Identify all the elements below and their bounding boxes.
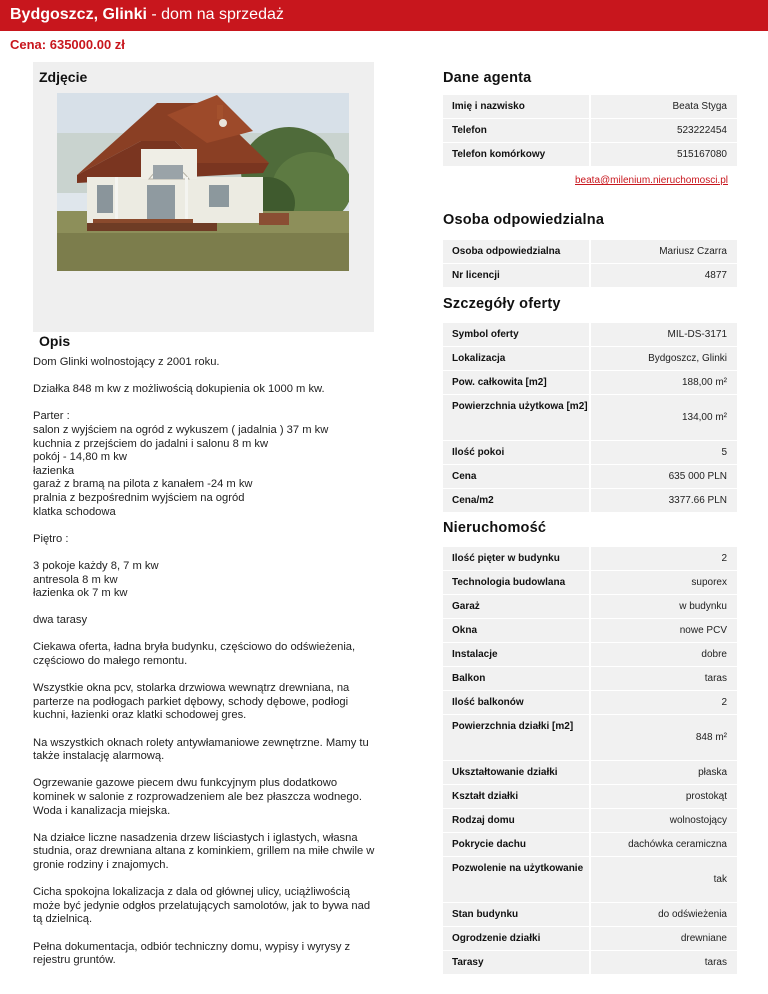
offer-table xyxy=(443,323,737,513)
property-row xyxy=(443,927,737,951)
property-label: Ogrodzenie działki xyxy=(443,927,589,950)
offer-value: MIL-DS-3171 xyxy=(591,323,737,346)
property-label: Balkon xyxy=(443,667,589,690)
property-value: wolnostojący xyxy=(591,809,737,832)
opis-title: Opis xyxy=(39,333,71,349)
property-label: Pozwolenie na użytkowanie xyxy=(443,857,589,902)
offer-row xyxy=(443,323,737,347)
page-header xyxy=(0,0,768,31)
property-label: Technologia budowlana xyxy=(443,571,589,594)
header-city: Bydgoszcz, Glinki xyxy=(10,6,147,23)
offer-row xyxy=(443,347,737,371)
agent-row xyxy=(443,95,737,119)
offer-row xyxy=(443,371,737,395)
opis-paragraph: Parter : salon z wyjściem na ogród z wykuszem ( jadalnia ) 37 m kw kuchnia z przejściem do jadalni i salonu 8 m kw pokój - 14,80 m kw łazienka garaż z bramą na pilota z kanałem -24 m kw pralnia z bezpośrednim wyjściem na ogród klatka schodowa xyxy=(33,410,329,518)
responsible-label: Nr licencji xyxy=(443,264,589,287)
offer-section-title: Szczegóły oferty xyxy=(443,296,561,312)
opis-paragraph: Dom Glinki wolnostojący z 2001 roku. xyxy=(33,356,220,368)
property-row xyxy=(443,761,737,785)
property-value: w budynku xyxy=(591,595,737,618)
responsible-table xyxy=(443,240,737,288)
responsible-row xyxy=(443,240,737,264)
responsible-row xyxy=(443,264,737,288)
offer-row xyxy=(443,465,737,489)
agent-row xyxy=(443,143,737,167)
property-label: Ilość balkonów xyxy=(443,691,589,714)
offer-value: 3377.66 PLN xyxy=(591,489,737,512)
property-row xyxy=(443,691,737,715)
agent-table xyxy=(443,95,737,167)
opis-paragraph: Działka 848 m kw z możliwością dokupienia ok 1000 m kw. xyxy=(33,383,325,396)
opis-paragraph: 3 pokoje każdy 8, 7 m kw antresola 8 m kw łazienka ok 7 m kw xyxy=(33,559,159,600)
price-line: Cena: 635000.00 zł xyxy=(10,37,125,52)
property-label: Tarasy xyxy=(443,951,589,974)
property-row xyxy=(443,643,737,667)
property-label: Garaż xyxy=(443,595,589,618)
property-label: Stan budynku xyxy=(443,903,589,926)
responsible-value: 4877 xyxy=(591,264,737,287)
property-row xyxy=(443,571,737,595)
property-label: Rodzaj domu xyxy=(443,809,589,832)
property-row xyxy=(443,951,737,975)
agent-section-title: Dane agenta xyxy=(443,70,532,86)
photo-section-title: Zdjęcie xyxy=(39,69,88,85)
property-value: drewniane xyxy=(591,927,737,950)
property-value: do odświeżenia xyxy=(591,903,737,926)
agent-email-link[interactable]: beata@milenium.nieruchomosci.pl xyxy=(575,175,728,186)
property-label: Pokrycie dachu xyxy=(443,833,589,856)
opis-paragraph: Ogrzewanie gazowe piecem dwu funkcyjnym plus dodatkowo kominek w salonie z rozprowadzeniem ale bez płaszcza wodnego. Woda i kanalizacja miejska. xyxy=(33,777,362,817)
offer-label: Pow. całkowita [m2] xyxy=(443,371,589,394)
property-value: prostokąt xyxy=(591,785,737,808)
opis-paragraph: dwa tarasy xyxy=(33,614,88,627)
property-label: Instalacje xyxy=(443,643,589,666)
offer-value: 5 xyxy=(591,441,737,464)
opis-paragraph: Ciekawa oferta, ładna bryła budynku, częściowo do odświeżenia, częściowo do małego remontu. xyxy=(33,641,356,668)
agent-label: Telefon xyxy=(443,119,589,142)
property-table xyxy=(443,547,737,975)
opis-paragraph: Pełna dokumentacja, odbiór techniczny domu, wypisy i wyrysy z rejestru gruntów. xyxy=(33,940,351,967)
property-row xyxy=(443,595,737,619)
property-value: suporex xyxy=(591,571,737,594)
property-value: 2 xyxy=(591,547,737,570)
agent-label: Telefon komórkowy xyxy=(443,143,589,166)
offer-value: Bydgoszcz, Glinki xyxy=(591,347,737,370)
property-row xyxy=(443,857,737,903)
opis-paragraph: Na działce liczne nasadzenia drzew liściastych i iglastych, własna studnia, oraz drewniana altana z kominkiem, grillem na miłe chwile w gronie rodziny i znajomych. xyxy=(33,831,375,871)
opis-paragraph: Piętro : xyxy=(33,532,69,545)
property-value: tak xyxy=(591,857,737,902)
property-row xyxy=(443,785,737,809)
property-value: nowe PCV xyxy=(591,619,737,642)
property-value: taras xyxy=(591,667,737,690)
header-subtitle: dom na sprzedaż xyxy=(161,6,284,23)
opis-paragraph: Na wszystkich oknach rolety antywłamaniowe zewnętrzne. Mamy tu także instalację alarmową. xyxy=(33,736,369,763)
property-section-title: Nieruchomość xyxy=(443,520,547,536)
property-label: Kształt działki xyxy=(443,785,589,808)
property-row xyxy=(443,903,737,927)
offer-value: 134,00 m² xyxy=(591,395,737,440)
agent-row xyxy=(443,119,737,143)
property-row xyxy=(443,619,737,643)
property-value: 2 xyxy=(591,691,737,714)
offer-label: Ilość pokoi xyxy=(443,441,589,464)
property-label: Okna xyxy=(443,619,589,642)
offer-label: Symbol oferty xyxy=(443,323,589,346)
offer-label: Cena/m2 xyxy=(443,489,589,512)
property-value: taras xyxy=(591,951,737,974)
property-value: płaska xyxy=(591,761,737,784)
offer-row xyxy=(443,441,737,465)
agent-label: Imię i nazwisko xyxy=(443,95,589,118)
property-label: Ilość pięter w budynku xyxy=(443,547,589,570)
agent-value: Beata Styga xyxy=(591,95,737,118)
offer-label: Cena xyxy=(443,465,589,488)
offer-row xyxy=(443,395,737,441)
property-row xyxy=(443,667,737,691)
agent-value: 515167080 xyxy=(591,143,737,166)
property-label: Powierzchnia działki [m2] xyxy=(443,715,589,760)
header-separator: - xyxy=(146,6,162,23)
responsible-section-title: Osoba odpowiedzialna xyxy=(443,212,605,228)
responsible-label: Osoba odpowiedzialna xyxy=(443,240,589,263)
property-label: Ukształtowanie działki xyxy=(443,761,589,784)
opis-paragraph: Wszystkie okna pcv, stolarka drzwiowa wewnątrz drewniana, na parterze na podłogach parkiet dębowy, schody dębowe, podłogi kuchni, łazienki oraz klatki schodowej gres. xyxy=(33,682,350,722)
property-value: dobre xyxy=(591,643,737,666)
offer-row xyxy=(443,489,737,513)
responsible-value: Mariusz Czarra xyxy=(591,240,737,263)
opis-description xyxy=(33,356,378,981)
property-row xyxy=(443,547,737,571)
opis-paragraph: Cicha spokojna lokalizacja z dala od głównej ulicy, uciążliwością może być jedynie odgłos przelatujących samolotów, jak to bywa nad tą dzielnicą. xyxy=(33,886,371,926)
offer-value: 635 000 PLN xyxy=(591,465,737,488)
offer-label: Lokalizacja xyxy=(443,347,589,370)
agent-value: 523222454 xyxy=(591,119,737,142)
photo-panel xyxy=(33,62,374,332)
property-row xyxy=(443,715,737,761)
offer-value: 188,00 m² xyxy=(591,371,737,394)
property-value: dachówka ceramiczna xyxy=(591,833,737,856)
property-row xyxy=(443,809,737,833)
house-photo[interactable] xyxy=(57,93,349,271)
offer-label: Powierzchnia użytkowa [m2] xyxy=(443,395,589,440)
property-value: 848 m² xyxy=(591,715,737,760)
property-row xyxy=(443,833,737,857)
